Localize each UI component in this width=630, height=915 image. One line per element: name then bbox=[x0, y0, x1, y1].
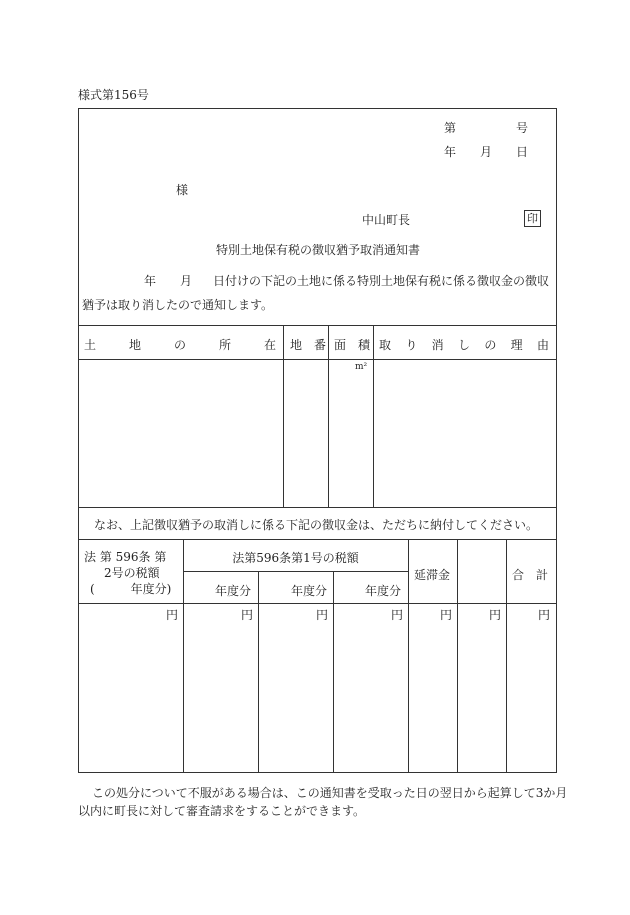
frame-right bbox=[556, 108, 557, 773]
col1-line3: ( 年度分) bbox=[90, 582, 172, 596]
yen-col-6: 円 bbox=[488, 608, 501, 622]
footer-line1: この処分について不服がある場合は、この通知書を受取った日の翌日から起算して3か月 bbox=[92, 786, 568, 800]
year-col-2: 年度分 bbox=[291, 584, 328, 598]
intro-line1: 日付けの下記の土地に係る特別土地保有税に係る徴収金の徴収 bbox=[213, 274, 550, 288]
number-prefix: 第 bbox=[444, 121, 457, 135]
land-col-divider-1 bbox=[283, 325, 284, 507]
intro-line2: 猶予は取り消したので通知します。 bbox=[82, 298, 274, 312]
tax-col-divider-4 bbox=[408, 539, 409, 772]
year-col-1: 年度分 bbox=[215, 584, 252, 598]
seal-mark: 印 bbox=[524, 210, 541, 227]
intro-year: 年 bbox=[144, 274, 157, 288]
yen-col-7: 円 bbox=[537, 608, 550, 622]
total-header: 合 計 bbox=[512, 568, 549, 582]
yen-col-2: 円 bbox=[240, 608, 253, 622]
land-table-bottom bbox=[78, 507, 557, 508]
number-suffix: 号 bbox=[516, 121, 529, 135]
tax-col-divider-5 bbox=[457, 539, 458, 772]
tax-subheader-line bbox=[183, 571, 408, 572]
yen-col-1: 円 bbox=[165, 608, 178, 622]
footer-line2: 以内に町長に対して審査請求をすることができます。 bbox=[78, 804, 366, 818]
col1-line2: 2号の税額 bbox=[104, 566, 160, 580]
land-col-divider-2 bbox=[328, 325, 329, 507]
land-table-header-bottom bbox=[78, 359, 557, 360]
frame-top bbox=[78, 108, 557, 109]
year-col-3: 年度分 bbox=[365, 584, 402, 598]
header-reason: 取 り 消 し の 理 由 bbox=[379, 338, 549, 352]
land-table-top bbox=[78, 325, 557, 326]
col1-line1: 法 第 596条 第 bbox=[84, 550, 167, 564]
tax-col-divider-6 bbox=[506, 539, 507, 772]
frame-bottom bbox=[78, 772, 557, 773]
land-col-divider-3 bbox=[373, 325, 374, 507]
date-year: 年 bbox=[444, 145, 457, 159]
delinquency-header: 延滞金 bbox=[414, 568, 451, 582]
document-title: 特別土地保有税の徴収猶予取消通知書 bbox=[216, 243, 421, 257]
date-month: 月 bbox=[480, 145, 493, 159]
yen-col-5: 円 bbox=[439, 608, 452, 622]
form-number: 様式第156号 bbox=[78, 88, 149, 102]
intro-month: 月 bbox=[180, 274, 193, 288]
tax-col-divider-3 bbox=[333, 571, 334, 772]
header-area: 面 積 bbox=[334, 338, 371, 352]
frame-left bbox=[78, 108, 79, 773]
payment-notice: なお、上記徴収猶予の取消しに係る下記の徴収金は、ただちに納付してください。 bbox=[94, 518, 539, 532]
tax-table-top bbox=[78, 539, 557, 540]
header-lot-number: 地 番 bbox=[290, 338, 327, 352]
header-location: 土 地 の 所 在 bbox=[84, 338, 276, 352]
tax-col-divider-1 bbox=[183, 539, 184, 772]
yen-col-3: 円 bbox=[315, 608, 328, 622]
group-header: 法第596条第1号の税額 bbox=[232, 551, 359, 565]
date-day: 日 bbox=[516, 145, 529, 159]
tax-col-divider-2 bbox=[258, 571, 259, 772]
yen-col-4: 円 bbox=[390, 608, 403, 622]
tax-header-bottom bbox=[78, 603, 557, 604]
issuer-name: 中山町長 bbox=[362, 213, 411, 227]
addressee-suffix: 様 bbox=[176, 183, 189, 197]
area-unit: m² bbox=[355, 362, 368, 372]
